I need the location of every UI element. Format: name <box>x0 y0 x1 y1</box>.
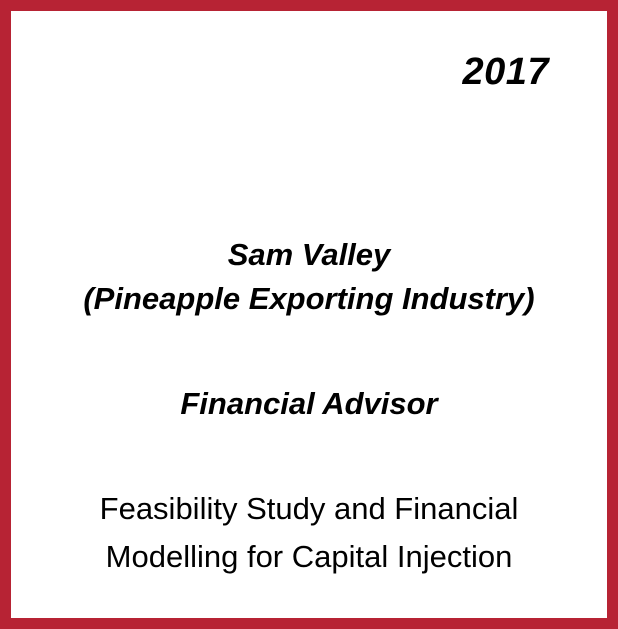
advisory-role: Financial Advisor <box>180 386 438 421</box>
client-name: Sam Valley <box>227 237 391 272</box>
client-block <box>11 233 607 321</box>
client-industry: (Pineapple Exporting Industry) <box>83 281 535 316</box>
description-line-2: Modelling for Capital Injection <box>105 539 513 574</box>
project-description <box>11 485 607 581</box>
description-line-1: Feasibility Study and Financial <box>99 491 519 526</box>
project-year: 2017 <box>462 51 549 93</box>
